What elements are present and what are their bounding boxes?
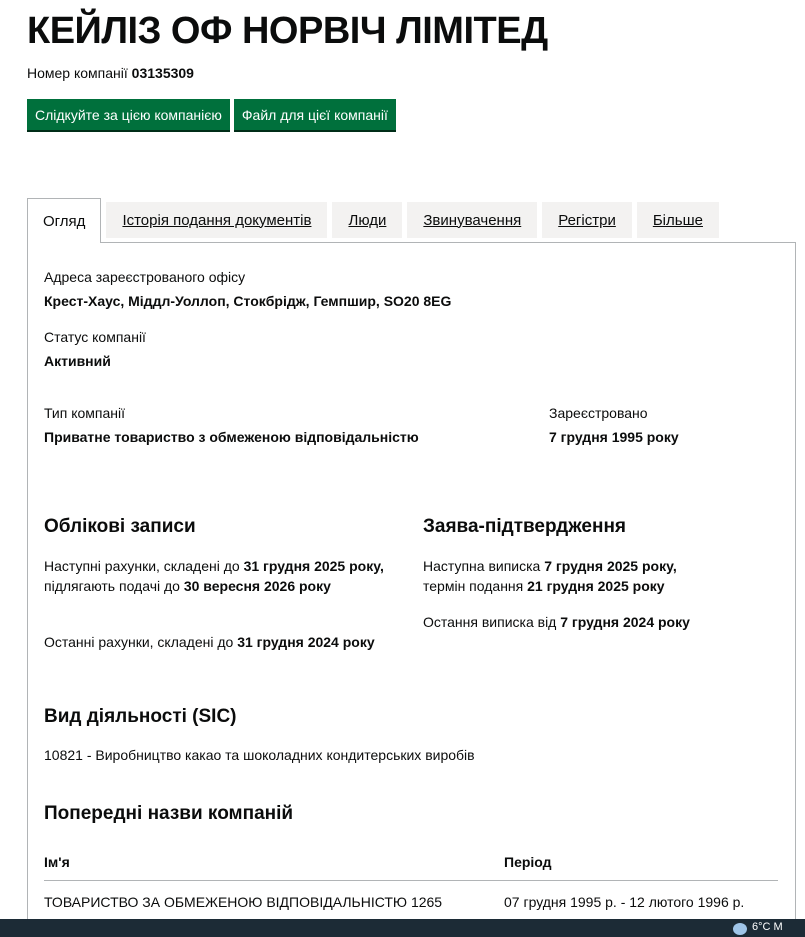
previous-names-heading: Попередні назви компаній: [44, 803, 294, 824]
confirmation-due-prefix: термін подання: [423, 578, 524, 594]
os-taskbar: [0, 919, 805, 937]
company-number: [27, 64, 194, 82]
sic-heading: Вид діяльності (SIC): [44, 706, 237, 727]
company-number-label: Номер компанії: [27, 65, 128, 81]
previous-names-col-name: Ім'я: [44, 854, 70, 870]
registered-office-label: Адреса зареєстрованого офісу: [44, 269, 246, 285]
tab-bar: [27, 198, 719, 242]
accounts-last-date: 31 грудня 2024 року: [237, 634, 375, 650]
company-status-label: Статус компанії: [44, 329, 146, 345]
file-for-company-button[interactable]: Файл для цієї компанії: [234, 99, 396, 130]
confirmation-next-prefix: Наступна виписка: [423, 558, 541, 574]
overview-panel: [27, 242, 796, 937]
accounts-due-prefix: підлягають подачі до: [44, 578, 180, 594]
accounts-next-date: 31 грудня 2025 року,: [243, 558, 384, 574]
company-type-label: Тип компанії: [44, 405, 126, 421]
confirmation-due-date: 21 грудня 2025 року: [527, 578, 665, 594]
follow-company-button[interactable]: Слідкуйте за цією компанією: [27, 99, 230, 130]
incorporated-label: Зареєстровано: [549, 405, 648, 421]
accounts-due-date: 30 вересня 2026 року: [183, 578, 331, 594]
tab-people[interactable]: Люди: [332, 202, 402, 238]
accounts-next-prefix: Наступні рахунки, складені до: [44, 558, 240, 574]
weather-text[interactable]: 6°C M: [752, 921, 783, 933]
registered-office-address: Крест-Хаус, Міддл-Уоллоп, Стокбрідж, Гемпшир, SO20 8EG: [44, 293, 452, 309]
tab-overview[interactable]: Огляд: [27, 198, 101, 243]
accounts-last-prefix: Останні рахунки, складені до: [44, 634, 234, 650]
company-actions: [27, 99, 396, 130]
confirmation-last-date: 7 грудня 2024 року: [560, 614, 690, 630]
weather-icon[interactable]: [733, 923, 747, 935]
previous-names-col-period: Період: [504, 854, 552, 870]
tab-more[interactable]: Більше: [637, 202, 719, 238]
company-name: КЕЙЛІЗ ОФ НОРВІЧ ЛІМІТЕД: [27, 10, 548, 52]
company-number-value: 03135309: [131, 65, 194, 81]
accounts-heading: Облікові записи: [44, 516, 196, 537]
company-type-value: Приватне товариство з обмеженою відповідальністю: [44, 429, 419, 445]
confirmation-next-date: 7 грудня 2025 року,: [544, 558, 677, 574]
tab-charges[interactable]: Звинувачення: [407, 202, 537, 238]
tab-registers[interactable]: Регістри: [542, 202, 632, 238]
company-status-value: Активний: [44, 353, 111, 369]
tab-filing-history[interactable]: Історія подання документів: [106, 202, 327, 238]
confirmation-heading: Заява-підтвердження: [423, 516, 627, 537]
previous-name-row-period: 07 грудня 1995 р. - 12 лютого 1996 р.: [504, 894, 745, 910]
confirmation-last-prefix: Остання виписка від: [423, 614, 557, 630]
previous-name-row-name: ТОВАРИСТВО ЗА ОБМЕЖЕНОЮ ВІДПОВІДАЛЬНІСТЮ 1265: [44, 894, 443, 910]
incorporated-value: 7 грудня 1995 року: [549, 429, 679, 445]
sic-item: 10821 - Виробництво какао та шоколадних кондитерських виробів: [44, 747, 475, 763]
